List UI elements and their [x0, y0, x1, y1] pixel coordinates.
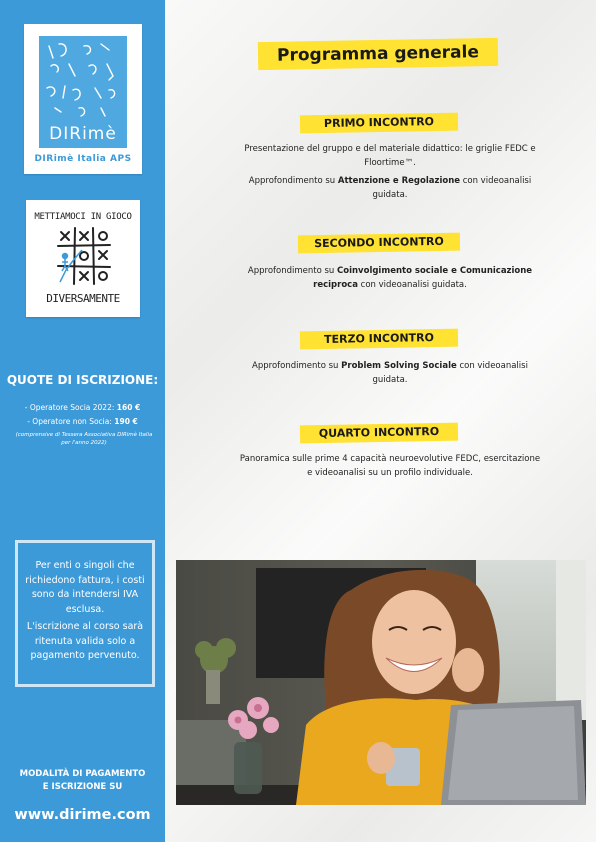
payment-label [0, 768, 165, 794]
payment-validity-note: L'iscrizione al corso sarà ritenuta valida solo a pagamento pervenuto. [26, 621, 144, 661]
text-span: Approfondimento su [252, 361, 342, 371]
invoice-note: Per enti o singoli che richiedono fattura, i costi sono da intendersi IVA esclusa. [25, 560, 145, 615]
game-logo-bottom-text: DIVERSAMENTE [46, 292, 120, 305]
text-bold: Problem Solving Sociale [341, 361, 457, 371]
payment-label-line1: MODALITÀ DI PAGAMENTO [19, 769, 146, 779]
text-bold: Attenzione e Regolazione [337, 176, 461, 186]
quote-label: - Operatore non Socia: [27, 417, 115, 426]
text-bold: reciproca [313, 280, 358, 290]
text-bold: Coinvolgimento sociale e Comunicazione [337, 266, 533, 276]
section-label-primo: PRIMO INCONTRO [300, 113, 458, 134]
text-line: Floortime™. [364, 158, 416, 168]
photo-illustration [176, 560, 586, 805]
section-text-quarto [200, 452, 580, 480]
quote-note: (comprensive di Tessera Associativa DIRimè Italia per l'anno 2022) [15, 432, 153, 446]
text-line: guidata. [372, 190, 408, 200]
text-line [200, 278, 580, 292]
text-line: Presentazione del gruppo e del materiale didattico: le griglie FEDC e [244, 144, 536, 154]
quote-title: QUOTE DI ISCRIZIONE: [6, 373, 159, 387]
quote-label: - Operatore Socia 2022: [24, 403, 117, 412]
text-line: Panoramica sulle prime 4 capacità neuroevolutive FEDC, esercitazione [239, 454, 541, 464]
game-logo-top-text: METTIAMOCI IN GIOCO [34, 212, 132, 222]
sidebar [0, 0, 165, 842]
text-line: e videoanalisi su un profilo individuale. [307, 468, 473, 478]
tic-tac-toe-icon [56, 226, 112, 286]
logo-mark [39, 36, 127, 148]
quote-price: 190 € [114, 417, 138, 426]
text-span: con videoanalisi [456, 361, 528, 371]
section-label-secondo: SECONDO INCONTRO [298, 233, 460, 254]
text-span: con videoanalisi guidata. [357, 280, 467, 290]
text-line [200, 264, 580, 278]
section-text-terzo [200, 359, 580, 387]
text-line: guidata. [372, 375, 408, 385]
text-span: Approfondimento su [247, 266, 338, 276]
woman-laptop-photo [176, 560, 586, 805]
logo-subtitle: DIRimè Italia APS [34, 154, 132, 164]
section-label-quarto: QUARTO INCONTRO [300, 423, 458, 444]
payment-label-line2: E ISCRIZIONE SU [42, 782, 123, 792]
logo-wordmark: DIRimè [49, 124, 117, 144]
quote-line-socia [0, 403, 165, 412]
logo-doodle-icon [39, 36, 127, 126]
quote-line-non-socia [0, 417, 165, 426]
text-span: Approfondimento su [248, 176, 338, 186]
game-logo [26, 200, 140, 317]
dirime-logo [24, 24, 142, 174]
section-text-secondo [200, 264, 580, 292]
section-text-primo [200, 142, 580, 202]
section-label-terzo: TERZO INCONTRO [300, 329, 458, 350]
website-link[interactable]: www.dirime.com [14, 807, 151, 823]
text-line [200, 359, 580, 373]
invoice-info-box [15, 540, 155, 687]
quote-price: 160 € [116, 403, 141, 412]
text-span: con videoanalisi [460, 176, 532, 186]
page-title: Programma generale [258, 38, 498, 70]
text-line [200, 174, 580, 188]
